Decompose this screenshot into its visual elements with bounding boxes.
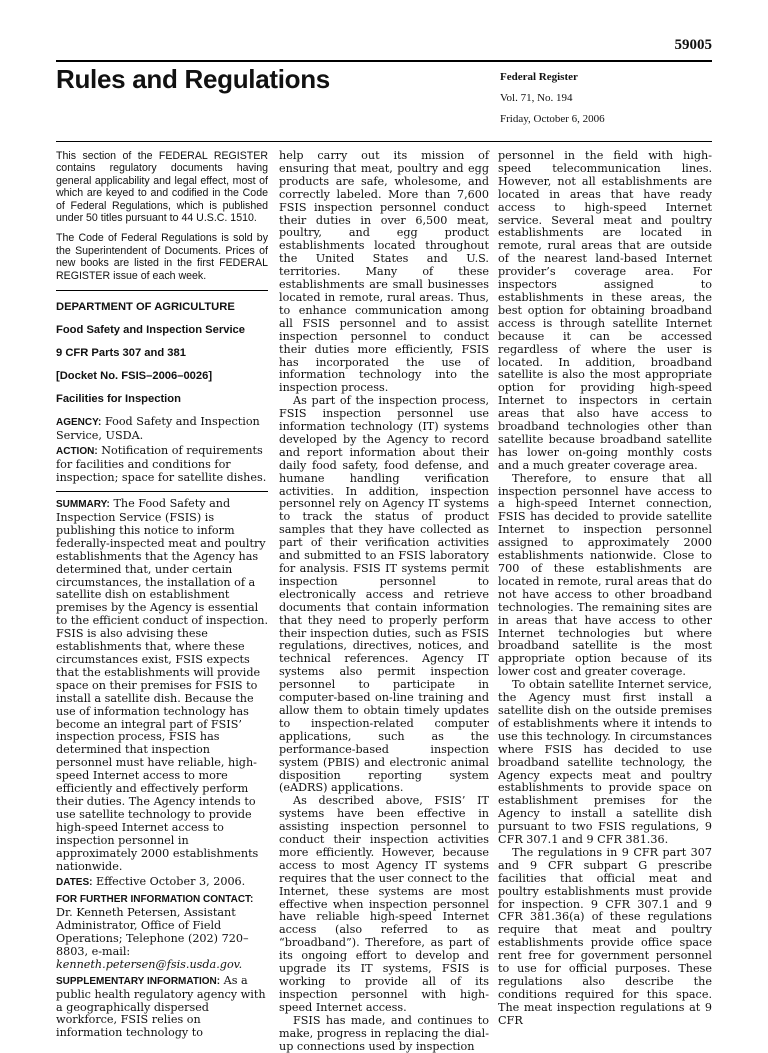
summary-label: SUMMARY: xyxy=(56,499,110,511)
body-paragraph: To obtain satellite Internet service, the Agency must first install a satellite dish on the outside premises of establishments where it intends to use this technology. In circumstances where FSIS has decided to use broadband satellite technology, the Agency expects meat and poultry establishments to provide space on establishment premises for the Agency to install a satellite dish pursuant to two FSIS regulations, 9 CFR 307.1 and 9 CFR 381.36. xyxy=(498,678,712,847)
docket-heading: [Docket No. FSIS–2006–0026] xyxy=(56,369,213,382)
service-heading: Food Safety and Inspection Service xyxy=(56,323,245,336)
body-paragraph: As part of the inspection process, FSIS inspection personnel use information technology (IT) systems developed by the Agency to record and report information about their daily food safety, food defense, and humane handling verification activities. In addition, inspection personnel rely on Agency IT systems to track the status of product samples that they have collected as part of their verification activities and submitted to an FSIS laboratory for analysis. FSIS IT systems permit inspection personnel to electronically access and retrieve documents that contain information that they need to properly perform their inspection duties, such as FSIS regulations, directives, notices, and technical references. Agency IT systems also permit inspection personnel to participate in computer-based on-line training and allow them to obtain timely updates to inspection-related computer applications, such as the performance-based inspection system (PBIS) and electronic animal disposition reporting system (eADRS) applications. xyxy=(279,394,489,795)
federal-register-info xyxy=(500,72,605,135)
action-text: Notification of requirements for facilities and conditions for inspection; space for satellite dishes. xyxy=(56,444,267,485)
masthead-rule xyxy=(56,141,712,142)
summary-block xyxy=(56,498,268,873)
action-label: ACTION: xyxy=(56,446,98,458)
top-rule xyxy=(56,60,712,62)
masthead-title: Rules and Regulations xyxy=(56,64,330,94)
body-paragraph: Therefore, to ensure that all inspection personnel have access to a high-speed Internet connection, FSIS has decided to provide satellite Internet to inspection personnel assigned to approximately 2000 establishments nationwide. Close to 700 of these establishments are located in remote, rural areas that do not have access to other broadband technologies. The remaining sites are in areas that have access to other Internet technologies but where broadband satellite is the most appropriate option because of its lower cost and greater coverage. xyxy=(498,471,712,679)
page-number: 59005 xyxy=(674,37,712,53)
contact-block xyxy=(56,893,268,971)
agency-text: Food Safety and Inspection Service, USDA. xyxy=(56,414,260,442)
intro-box xyxy=(56,150,268,282)
cfr-heading: 9 CFR Parts 307 and 381 xyxy=(56,346,186,359)
agency-label: AGENCY: xyxy=(56,416,102,428)
federal-register-name: Federal Register xyxy=(500,71,578,83)
summary-text: The Food Safety and Inspection Service (FSIS) is publishing this notice to inform federally-inspected meat and poultry establishments that the Agency has determined that, under certain circumstances, the installation of a satellite dish on establishment premises by the Agency is essential to the efficient conduct of inspection. FSIS is also advising these establishments that, where these circumstances exist, FSIS expects that the establishments will provide space on their premises for FSIS to install a satellite dish. Because the use of information technology has become an integral part of FSIS’ inspection process, FSIS has determined that inspection personnel must have reliable, high-speed Internet access to more efficiently and effectively perform their duties. The Agency intends to use satellite technology to provide high-speed Internet access to inspection personnel in approximately 2000 establishments nationwide. xyxy=(56,497,268,873)
volume-number: Vol. 71, No. 194 xyxy=(500,92,573,104)
body-paragraph: FSIS has made, and continues to make, progress in replacing the dial-up connections used by inspection xyxy=(279,1013,489,1053)
body-paragraph: The regulations in 9 CFR part 307 and 9 CFR subpart G prescribe facilities that official meat and poultry establishments must provide for inspection. 9 CFR 307.1 and 9 CFR 381.36(a) of these regulations require that meat and poultry establishments provide office space rent free for government personnel to use for official purposes. These regulations also describe the conditions required for this space. The meat inspection regulations at 9 CFR xyxy=(498,845,712,1027)
contact-label: FOR FURTHER INFORMATION CONTACT: xyxy=(56,894,254,906)
intro-paragraph: This section of the FEDERAL REGISTER contains regulatory documents having general applicability and legal effect, most of which are keyed to and codified in the Code of Federal Regulations, which is published under 50 titles pursuant to 44 U.S.C. 1510. xyxy=(56,150,268,225)
body-paragraph: personnel in the field with high-speed telecommunication lines. However, not all establishments are located in areas that have ready access to high-speed Internet service. Several meat and poultry establishments are located in remote, rural areas that are outside of the nearest land-based Internet provider’s coverage area. For inspectors assigned to establishments in these areas, the best option for obtaining broadband access is through satellite Internet because it can be accessed regardless of where the user is located. In addition, broadband satellite is also the most appropriate option for providing high-speed Internet to inspectors in certain areas that also have access to broadband technologies other than satellite because broadband satellite has lower on-going monthly costs and a much greater coverage area. xyxy=(498,149,712,472)
body-paragraph: help carry out its mission of ensuring that meat, poultry and egg products are safe, wholesome, and correctly labeled. More than 7,600 FSIS inspection personnel conduct their duties in over 6,500 meat, poultry, and egg product establishments located throughout the United States and U.S. territories. Many of these establishments are small businesses located in remote, rural areas. Thus, to enhance communication among all FSIS personnel and to assist inspection personnel to conduct their duties more efficiently, FSIS has incorporated the use of information technology into the inspection process. xyxy=(279,149,489,395)
supplementary-block xyxy=(56,975,268,1041)
contact-email[interactable]: kenneth.petersen@fsis.usda.gov. xyxy=(56,957,243,971)
body-paragraph: As described above, FSIS’ IT systems have been effective in assisting inspection personnel to conduct their inspection activities more efficiently. However, because access to most Agency IT systems requires that the user connect to the Internet, these systems are most effective when inspection personnel have reliable high-speed Internet access (also referred to as “broadband”). Therefore, as part of its ongoing effort to develop and upgrade its IT systems, FSIS is working to provide all of its inspection personnel with high-speed Internet access. xyxy=(279,794,489,1014)
column-3 xyxy=(498,150,712,1028)
divider xyxy=(56,290,268,291)
action-block xyxy=(56,445,268,485)
intro-paragraph: The Code of Federal Regulations is sold by the Superintendent of Documents. Prices of new books are listed in the first FEDERAL REGISTER issue of each week. xyxy=(56,232,268,282)
dates-block xyxy=(56,876,268,890)
supplementary-text: As a public health regulatory agency with a geographically dispersed workforce, FSIS relies on information technology to xyxy=(56,973,266,1040)
divider xyxy=(56,491,268,492)
agency-block xyxy=(56,416,268,443)
document-title: Facilities for Inspection xyxy=(56,392,181,405)
issue-date: Friday, October 6, 2006 xyxy=(500,113,605,125)
contact-text: Dr. Kenneth Petersen, Assistant Administrator, Office of Field Operations; Telephone (202) 720–8803, e-mail: xyxy=(56,906,249,958)
department-heading: DEPARTMENT OF AGRICULTURE xyxy=(56,301,235,314)
dates-text: Effective October 3, 2006. xyxy=(96,875,246,889)
column-1 xyxy=(56,150,268,1043)
supplementary-label: SUPPLEMENTARY INFORMATION: xyxy=(56,975,221,987)
column-2 xyxy=(279,150,489,1053)
dates-label: DATES: xyxy=(56,877,93,889)
